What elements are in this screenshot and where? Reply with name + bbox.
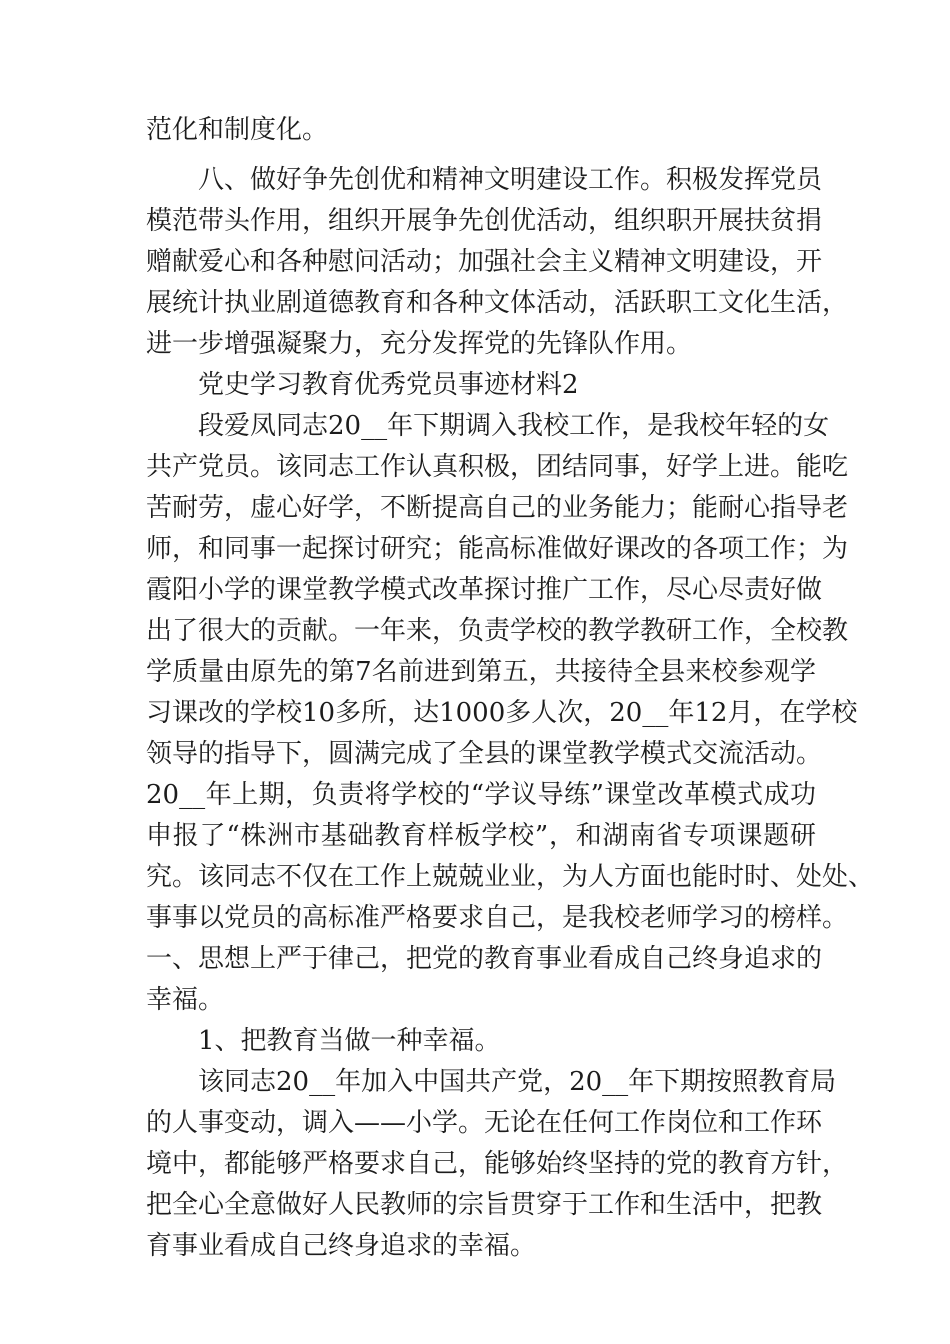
paragraph-line: 境中，都能够严格要求自己，能够始终坚持的党的教育方针， bbox=[146, 1149, 849, 1179]
paragraph-line: 范化和制度化。 bbox=[146, 115, 329, 145]
paragraph-line: 幸福。 bbox=[146, 985, 225, 1015]
paragraph-line: 进一步增强凝聚力，充分发挥党的先锋队作用。 bbox=[146, 329, 693, 359]
paragraph-line: 把全心全意做好人民教师的宗旨贯穿于工作和生活中，把教 bbox=[146, 1190, 823, 1220]
paragraph-line: 师，和同事一起探讨研究；能高标准做好课改的各项工作；为 bbox=[146, 534, 849, 564]
paragraph-line: 20__年上期，负责将学校的“学议导练”课堂改革模式成功 bbox=[146, 780, 816, 810]
paragraph-line: 领导的指导下，圆满完成了全县的课堂教学模式交流活动。 bbox=[146, 739, 823, 769]
paragraph-line: 共产党员。该同志工作认真积极，团结同事，好学上进。能吃 bbox=[146, 452, 849, 482]
paragraph-line: 段爱凤同志20__年下期调入我校工作，是我校年轻的女 bbox=[198, 411, 830, 441]
paragraph-line: 展统计执业剧道德教育和各种文体活动，活跃职工文化生活， bbox=[146, 288, 849, 318]
paragraph-line: 究。该同志不仅在工作上兢兢业业，为人方面也能时时、处处、 bbox=[146, 862, 875, 892]
paragraph-line: 育事业看成自己终身追求的幸福。 bbox=[146, 1231, 537, 1261]
paragraph-line: 学质量由原先的第7名前进到第五，共接待全县来校参观学 bbox=[146, 657, 816, 687]
subheading: 1、把教育当做一种幸福。 bbox=[198, 1026, 501, 1056]
section-title: 党史学习教育优秀党员事迹材料2 bbox=[198, 370, 579, 400]
paragraph-line: 霞阳小学的课堂教学模式改革探讨推广工作，尽心尽责好做 bbox=[146, 575, 823, 605]
paragraph-line: 模范带头作用，组织开展争先创优活动，组织职开展扶贫捐 bbox=[146, 206, 823, 236]
paragraph-line: 事事以党员的高标准严格要求自己，是我校老师学习的榜样。 bbox=[146, 903, 849, 933]
paragraph-line: 一、思想上严于律己，把党的教育事业看成自己终身追求的 bbox=[146, 944, 823, 974]
paragraph-line: 的人事变动，调入——小学。无论在任何工作岗位和工作环 bbox=[146, 1108, 823, 1138]
paragraph-line: 该同志20__年加入中国共产党，20__年下期按照教育局 bbox=[198, 1067, 837, 1097]
paragraph-line: 申报了“株洲市基础教育样板学校”，和湖南省专项课题研 bbox=[146, 821, 816, 851]
paragraph-line: 八、做好争先创优和精神文明建设工作。积极发挥党员 bbox=[198, 165, 823, 195]
paragraph-line: 出了很大的贡献。一年来，负责学校的教学教研工作，全校教 bbox=[146, 616, 849, 646]
paragraph-line: 苦耐劳，虚心好学，不断提高自己的业务能力；能耐心指导老 bbox=[146, 493, 849, 523]
paragraph-line: 赠献爱心和各种慰问活动；加强社会主义精神文明建设，开 bbox=[146, 247, 823, 277]
paragraph-line: 习课改的学校10多所，达1000多人次，20__年12月，在学校 bbox=[146, 698, 858, 728]
